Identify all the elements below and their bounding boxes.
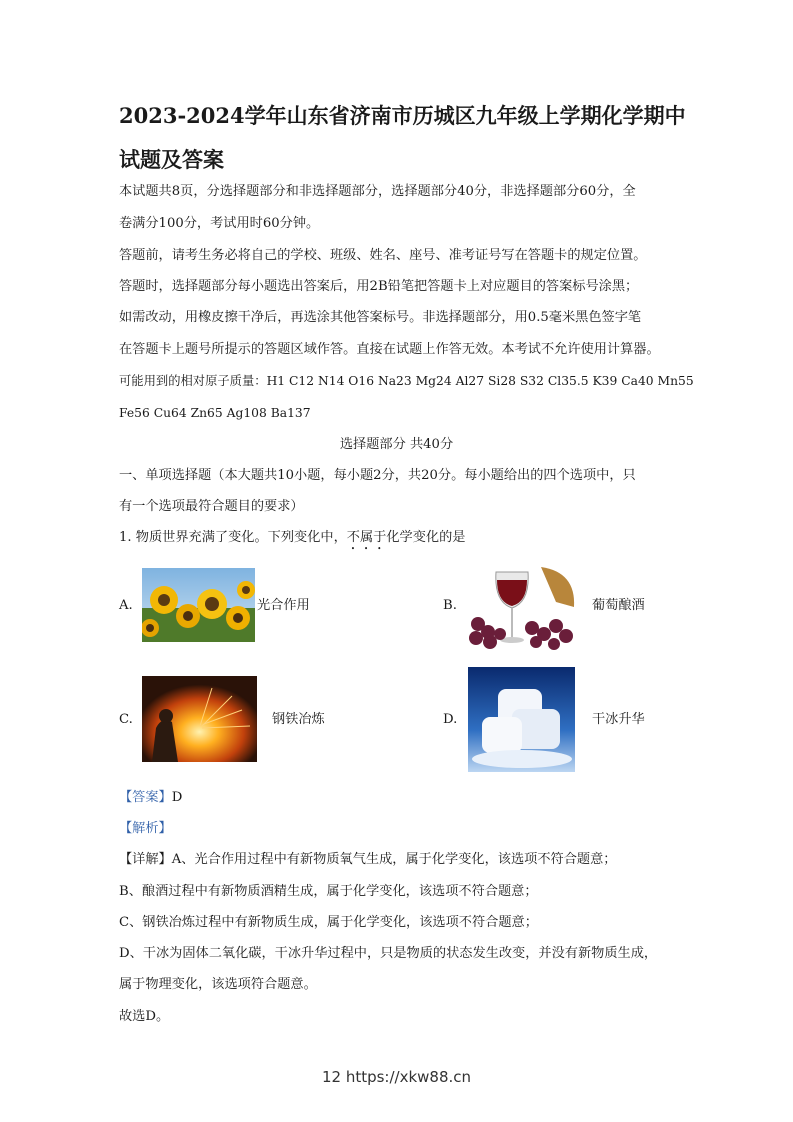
page-footer[interactable]: 12 https://xkw88.cn xyxy=(321,1068,472,1086)
option-c-text: 钢铁冶炼 xyxy=(272,712,325,727)
option-d-text: 干冰升华 xyxy=(592,712,645,727)
question-1-suffix: 化学变化的是 xyxy=(386,530,466,545)
detail-line: C、钢铁冶炼过程中有新物质生成，属于化学变化，该选项不符合题意； xyxy=(119,915,538,930)
intro-line: 本试题共8页，分选择题部分和非选择题部分，选择题部分40分，非选择题部分60分，全 xyxy=(119,184,636,199)
section-intro-line: 有一个选项最符合题目的要求） xyxy=(119,499,304,514)
option-c-letter: C. xyxy=(119,712,133,727)
title-line-2: 试题及答案 xyxy=(119,147,224,172)
question-1-stem xyxy=(119,528,694,553)
detail-line: 属于物理变化，该选项符合题意。 xyxy=(119,977,317,992)
section-header: 选择题部分 共40分 xyxy=(339,437,454,452)
answer-label: 【答案】 xyxy=(119,790,172,805)
section-intro-line: 一、单项选择题（本大题共10小题，每小题2分，共20分。每小题给出的四个选项中，只 xyxy=(119,468,636,483)
intro-line: 卷满分100分，考试用时60分钟。 xyxy=(119,216,320,231)
intro-line: 可能用到的相对原子质量：H1 C12 N14 O16 Na23 Mg24 Al27 Si28 S32 Cl35.5 K39 Ca40 Mn55 xyxy=(119,374,694,388)
intro-line: 如需改动，用橡皮擦干净后，再选涂其他答案标号。非选择题部分，用0.5毫米黑色签字笔 xyxy=(119,310,642,325)
intro-line: 答题前，请考生务必将自己的学校、班级、姓名、座号、准考证号写在答题卡的规定位置。 xyxy=(119,248,647,263)
detail-line: 故选D。 xyxy=(119,1009,170,1024)
intro-line: Fe56 Cu64 Zn65 Ag108 Ba137 xyxy=(119,406,311,420)
detail-text: A、光合作用过程中有新物质氧气生成，属于化学变化，该选项不符合题意； xyxy=(171,852,617,867)
analysis-label: 【解析】 xyxy=(119,821,172,836)
question-1-emphasis: 不属于 xyxy=(346,530,387,545)
detail-label: 【详解】 xyxy=(119,852,172,867)
title-line-1: 2023-2024学年山东省济南市历城区九年级上学期化学期中 xyxy=(119,103,686,128)
intro-line: 答题时，选择题部分每小题选出答案后，用2B铅笔把答题卡上对应题目的答案标号涂黑； xyxy=(119,279,639,294)
option-d-letter: D. xyxy=(443,712,458,727)
option-a-text: 光合作用 xyxy=(257,598,310,613)
option-a-letter: A. xyxy=(119,598,133,613)
question-1-prefix: 1. 物质世界充满了变化。下列变化中， xyxy=(119,530,347,545)
detail-line: D、干冰为固体二氧化碳，干冰升华过程中，只是物质的状态发生改变，并没有新物质生成， xyxy=(119,946,658,961)
steel-smelting-image xyxy=(142,676,257,762)
answer-line xyxy=(119,788,694,808)
wine-grapes-image xyxy=(466,562,576,652)
option-b-letter: B. xyxy=(443,598,457,613)
detail-line xyxy=(119,850,694,870)
intro-line: 在答题卡上题号所提示的答题区域作答。直接在试题上作答无效。本考试不允许使用计算器。 xyxy=(119,342,660,357)
dry-ice-image xyxy=(468,667,575,772)
detail-line: B、酿酒过程中有新物质酒精生成，属于化学变化，该选项不符合题意； xyxy=(119,884,538,899)
answer-value: D xyxy=(171,790,183,805)
option-b-text: 葡萄酿酒 xyxy=(592,598,645,613)
page-title xyxy=(119,94,689,182)
sunflowers-image xyxy=(142,568,255,642)
